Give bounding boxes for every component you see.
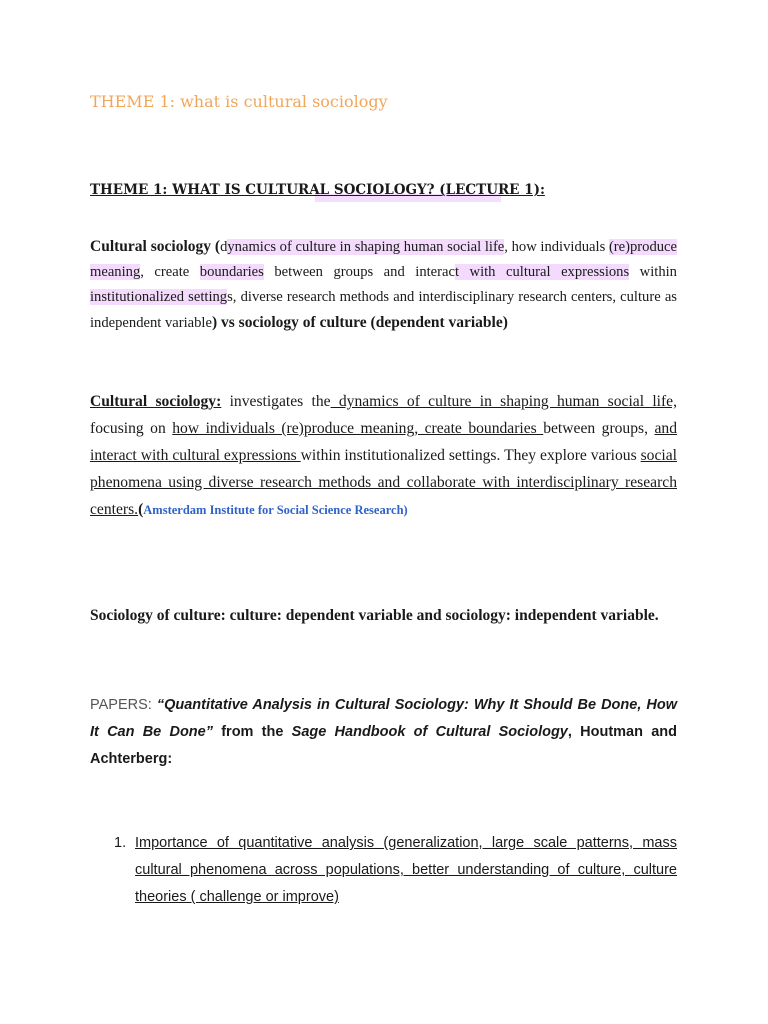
- document-title: THEME 1: what is cultural sociology: [90, 92, 388, 111]
- comparison-text: ) vs sociology of culture (dependent variable): [211, 314, 508, 331]
- highlight-text: institutionalized setting: [90, 289, 228, 305]
- list-item-text: Importance of quantitative analysis (generalization, large scale patterns, mass cultural phenomena across populations, better understanding of culture, culture theories ( challenge or improve): [135, 835, 677, 905]
- list-item-number: 1.: [114, 835, 127, 851]
- paragraph-cultural-sociology: Cultural sociology: investigates the dynamics of culture in shaping human social life, focusing on how individuals (re)produce meaning, create boundaries between groups, and interact with cultural expressions within institutionalized settings. They explore various social phenomena using diverse research methods and collaborate with interdisciplinary research centers.(Amsterdam Institute for Social Science Research): [90, 393, 678, 518]
- highlight-text: ynamics of culture in shaping human social life: [227, 239, 505, 255]
- papers-reference: PAPERS: “Quantitative Analysis in Cultural Sociology: Why It Should Be Done, How It Can Be Done” from the Sage Handbook of Cultural Sociology, Houtman and Achterberg:: [90, 697, 677, 767]
- papers-label: PAPERS:: [90, 697, 157, 713]
- highlight-text: boundaries: [199, 264, 264, 280]
- paragraph-definition: Cultural sociology (dynamics of culture in shaping human social life, how individuals (re)produce meaning, create boundaries between groups and interact with cultural expressions within institutionalized settings, diverse research methods and interdisciplinary research centers, culture as independent variable) vs sociology of culture (dependent variable): [90, 238, 677, 331]
- highlight-text: t with cultural expressions: [454, 264, 630, 280]
- book-title: Sage Handbook of Cultural Sociology: [291, 724, 568, 740]
- section-heading: THEME 1: WHAT IS CULTURAL SOCIOLOGY? (LECTURE 1):: [90, 182, 545, 198]
- highlight-text: (re)produce meaning: [90, 239, 677, 280]
- paragraph-sociology-of-culture: Sociology of culture: culture: dependent variable and sociology: independent variable.: [90, 607, 659, 624]
- term-cultural-sociology: Cultural sociology: [90, 238, 212, 255]
- paper-authors: , Houtman and Achterberg:: [90, 724, 677, 767]
- paper-title: “Quantitative Analysis in Cultural Sociology: Why It Should Be Done, How It Can Be Done”: [90, 697, 677, 740]
- term-cultural-sociology-underlined: Cultural sociology:: [90, 393, 222, 410]
- source-citation: Amsterdam Institute for Social Science Research): [143, 503, 408, 517]
